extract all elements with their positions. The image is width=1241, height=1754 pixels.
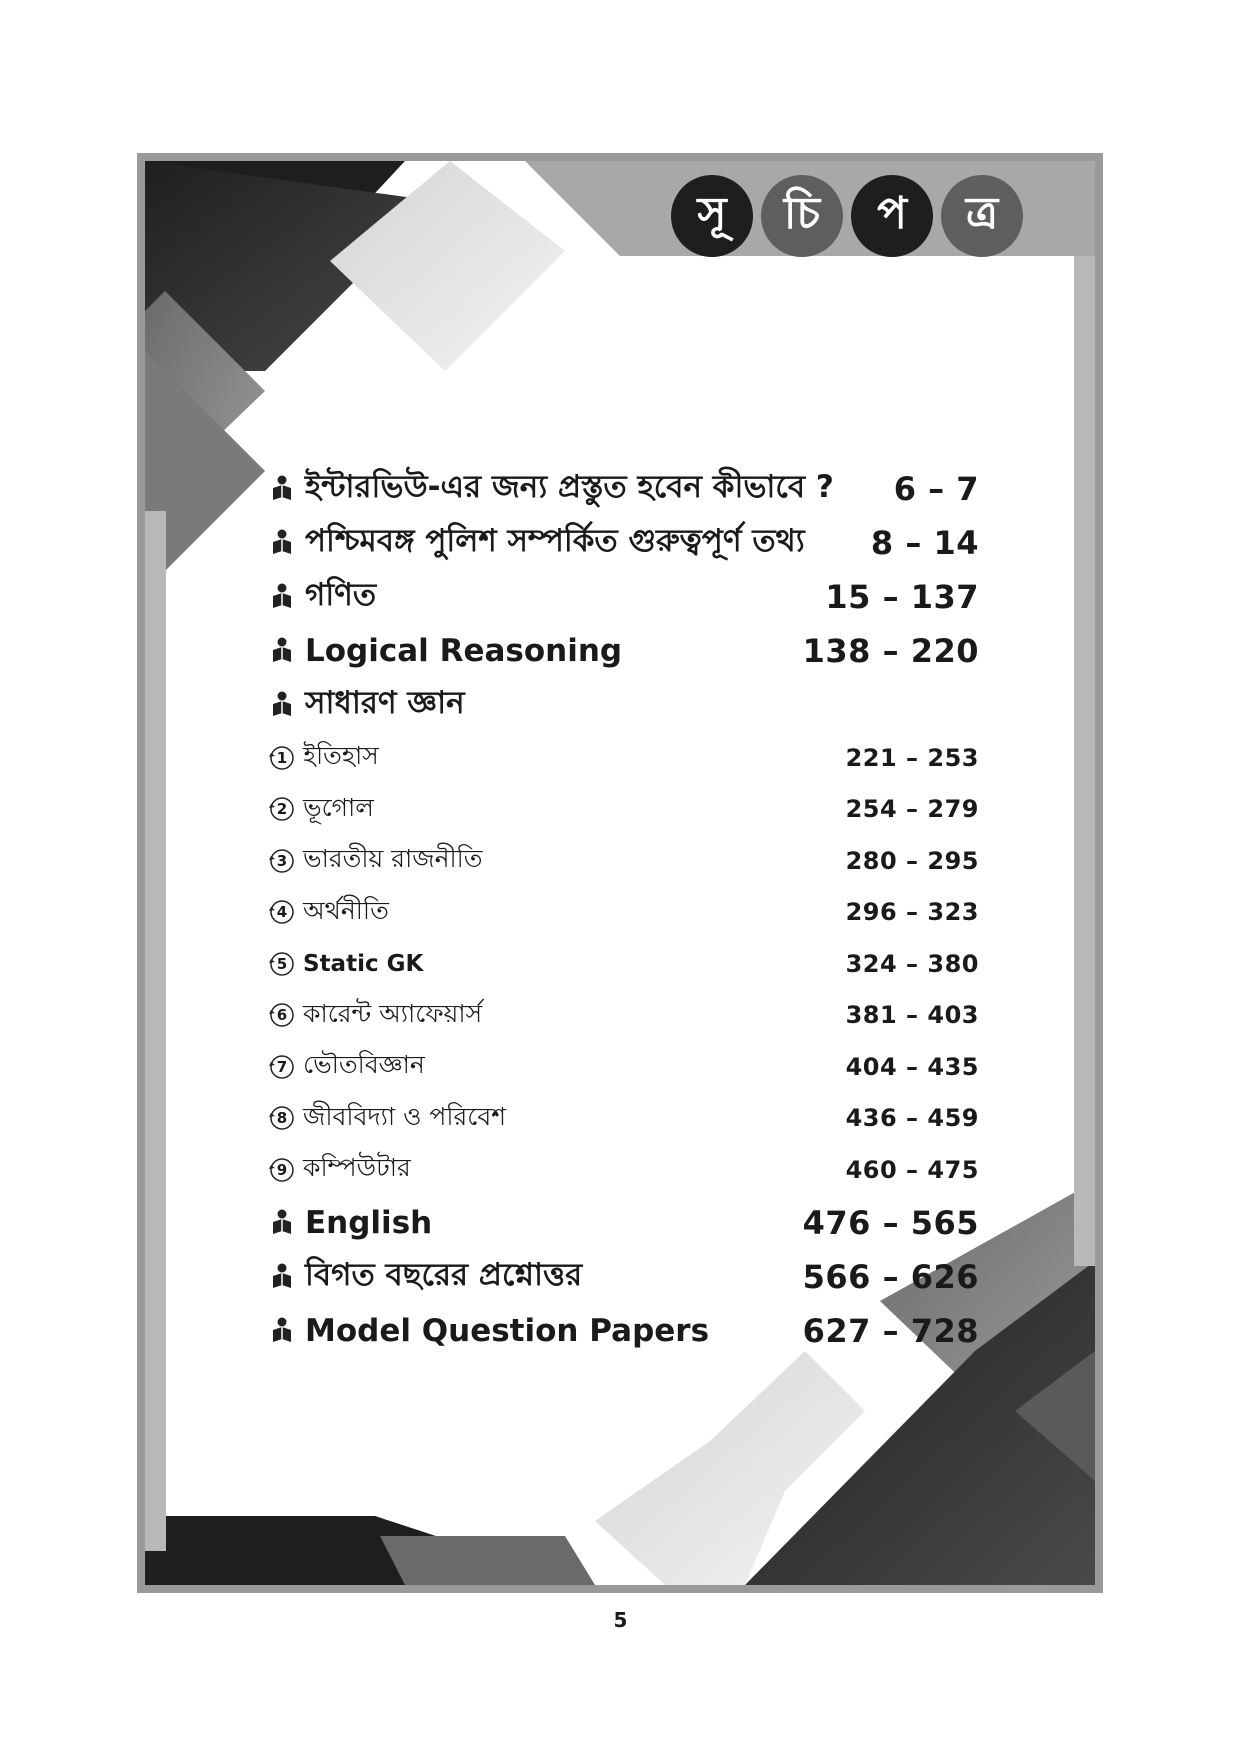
number-circle-icon: [267, 743, 297, 773]
toc-subentry-label: ইতিহাস: [303, 741, 379, 771]
number-circle-icon: [267, 949, 297, 979]
toc-subentry-label: কারেন্ট অ্যাফেয়ার্স: [303, 998, 483, 1028]
toc-entry-label: গণিত: [305, 577, 377, 613]
toc-entry-label: ইন্টারভিউ-এর জন্য প্রস্তুত হবেন কীভাবে ?: [305, 469, 834, 505]
subentry-number: 4: [276, 903, 288, 922]
toc-subentry-static-gk[interactable]: [267, 938, 979, 990]
toc-entry-pages: 566 – 626: [802, 1257, 979, 1296]
number-circle-icon: [267, 1052, 297, 1082]
toc-subentry-label: ভৌতবিজ্ঞান: [303, 1050, 425, 1080]
number-circle-icon: [267, 1000, 297, 1030]
reader-icon: [267, 690, 297, 720]
reader-icon: [267, 1208, 297, 1238]
subentry-number: 5: [276, 954, 288, 973]
toc-entry-model-papers[interactable]: [267, 1304, 979, 1358]
toc-subentry-label: ভারতীয় রাজনীতি: [303, 844, 483, 874]
title-letter-1: সূ: [671, 175, 753, 257]
toc-entry-label: Model Question Papers: [305, 1312, 710, 1349]
reader-icon: [267, 1262, 297, 1292]
subentry-number: 3: [276, 851, 288, 870]
subentry-number: 9: [276, 1160, 288, 1179]
toc-subentry-polity[interactable]: [267, 835, 979, 887]
reader-icon: [267, 528, 297, 558]
toc-entry-label: সাধারণ জ্ঞান: [305, 685, 465, 721]
toc-subentry-history[interactable]: [267, 732, 979, 784]
table-of-contents: [267, 462, 979, 1358]
toc-subentry-current-affairs[interactable]: [267, 990, 979, 1042]
number-circle-icon: [267, 846, 297, 876]
toc-entry-label: English: [305, 1204, 433, 1241]
number-circle-icon: [267, 1155, 297, 1185]
toc-entry-pages: 6 – 7: [893, 470, 979, 508]
subentry-number: 7: [276, 1057, 288, 1076]
subentry-number: 6: [276, 1006, 288, 1025]
page-number: 5: [613, 1608, 628, 1632]
toc-entry-previous-years[interactable]: [267, 1250, 979, 1304]
toc-subentry-label: জীববিদ্যা ও পরিবেশ: [303, 1101, 507, 1131]
toc-subentry-geography[interactable]: [267, 784, 979, 836]
right-accent-strip: [1074, 256, 1095, 1266]
reader-icon: [267, 474, 297, 504]
toc-subentry-label: ভূগোল: [303, 792, 374, 822]
toc-subentry-biology[interactable]: [267, 1093, 979, 1145]
toc-entry-label: পশ্চিমবঙ্গ পুলিশ সম্পর্কিত গুরুত্বপূর্ণ তথ্য: [305, 523, 805, 559]
toc-subentry-pages: 221 – 253: [845, 743, 979, 772]
toc-subentry-pages: 280 – 295: [845, 846, 979, 875]
title-badges: [671, 175, 1023, 257]
title-letter-2: চি: [761, 175, 843, 257]
toc-entry-mathematics[interactable]: [267, 570, 979, 624]
toc-subentry-pages: 404 – 435: [845, 1052, 979, 1081]
toc-entry-english[interactable]: [267, 1196, 979, 1250]
left-accent-strip: [145, 511, 166, 1551]
number-circle-icon: [267, 897, 297, 927]
subentry-number: 1: [276, 748, 288, 767]
number-circle-icon: [267, 1103, 297, 1133]
toc-subentry-pages: 296 – 323: [845, 898, 979, 927]
toc-subentry-label: Static GK: [303, 950, 424, 977]
toc-entry-pages: 627 – 728: [802, 1311, 979, 1350]
reader-icon: [267, 636, 297, 666]
toc-subentry-label: অর্থনীতি: [303, 895, 389, 925]
toc-subentry-pages: 460 – 475: [845, 1155, 979, 1184]
toc-entry-interview[interactable]: [267, 462, 979, 516]
reader-icon: [267, 582, 297, 612]
toc-subentry-label: কম্পিউটার: [303, 1153, 411, 1183]
toc-subentry-pages: 381 – 403: [845, 1001, 979, 1030]
toc-subentry-pages: 254 – 279: [845, 795, 979, 824]
title-letter-3: প: [851, 175, 933, 257]
toc-entry-pages: 15 – 137: [825, 578, 979, 616]
toc-subentry-pages: 436 – 459: [845, 1104, 979, 1133]
toc-entry-general-knowledge[interactable]: [267, 678, 979, 732]
toc-subentry-pages: 324 – 380: [845, 949, 979, 978]
reader-icon: [267, 1316, 297, 1346]
title-letter-4: ত্র: [941, 175, 1023, 257]
toc-subentry-economics[interactable]: [267, 887, 979, 939]
toc-entry-label: Logical Reasoning: [305, 633, 623, 669]
toc-entry-label: বিগত বছরের প্রশ্নোত্তর: [305, 1256, 583, 1293]
toc-subentry-computer[interactable]: [267, 1144, 979, 1196]
subentry-number: 8: [276, 1109, 288, 1128]
toc-entry-logical-reasoning[interactable]: [267, 624, 979, 678]
toc-entry-police-info[interactable]: [267, 516, 979, 570]
toc-entry-pages: 476 – 565: [802, 1203, 979, 1242]
number-circle-icon: [267, 794, 297, 824]
subentry-number: 2: [276, 800, 288, 819]
toc-entry-pages: 138 – 220: [802, 632, 979, 670]
toc-subentry-physics[interactable]: [267, 1041, 979, 1093]
toc-entry-pages: 8 – 14: [870, 524, 979, 562]
